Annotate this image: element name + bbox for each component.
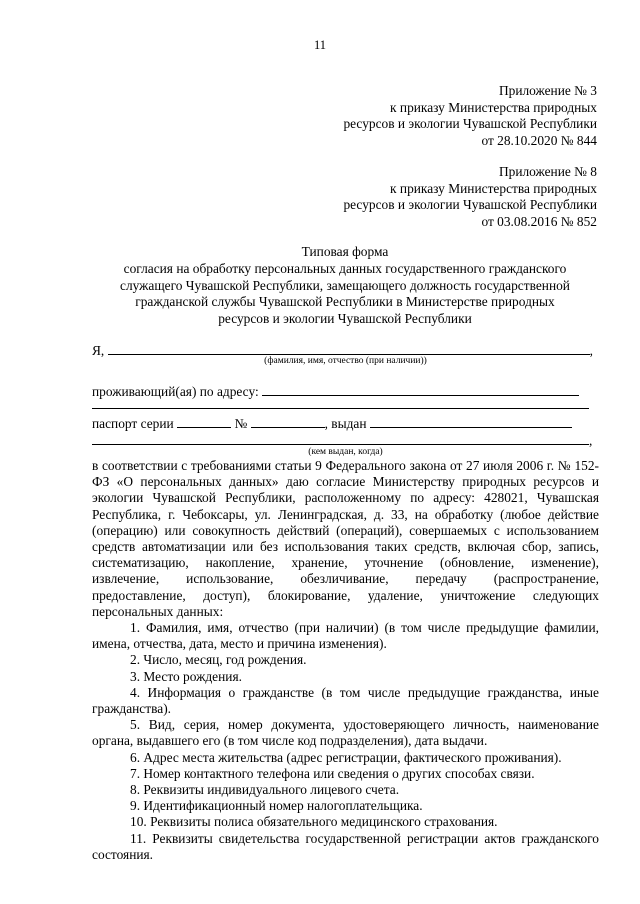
passport-series-label: паспорт серии [92, 416, 174, 431]
data-item-10: 10. Реквизиты полиса обязательного медицинского страхования. [130, 814, 498, 830]
data-item-4: 4. Информация о гражданстве (в том числе предыдущие гражданства, иные гражданства). [92, 684, 599, 717]
appendix-1-line-3: ресурсов и экологии Чувашской Республики [343, 116, 597, 131]
data-item-8: 8. Реквизиты индивидуального лицевого счета. [130, 782, 400, 798]
data-item-1: 1. Фамилия, имя, отчество (при наличии) (в том числе предыдущие фамилии, имена, отчества, дата, место и причина изменения). [92, 620, 599, 652]
consent-intro-paragraph: в соответствии с требованиями статьи 9 Федерального закона от 27 июля 2006 г. № 152-ФЗ «О персональных данных» даю согласие Министерству природных ресурсов и экологии Чувашской Республики, расположенному по адресу: 428021, Чувашская Республика, г. Чебоксары, ул. Ленинградская, д. 33, на обработку (любое действие (операцию) или совокупность действий (операций), совершаемых с использованием средств автоматизации или без использования таких средств, включая сбор, запись, систематизацию, накопление, хранение, уточнение (обновление, изменение), извлечение, использование, обезличивание, передачу (распространение, предоставление, доступ), блокирование, удаление, уничтожение следующих персональных данных: [92, 458, 599, 619]
consent-body [92, 458, 599, 863]
issued-hint: (кем выдан, когда) [308, 447, 383, 457]
data-item-3: 3. Место рождения. [130, 668, 242, 684]
form-title-line-2: согласия на обработку персональных данных государственного гражданского [123, 260, 567, 276]
passport-number-label: № [234, 416, 248, 431]
appendix-2-line-2: к приказу Министерства природных [390, 180, 597, 196]
passport-field-row [92, 414, 599, 432]
form-title-line-3: служащего Чувашской Республики, замещающего должность государственной [120, 277, 570, 293]
form-title [90, 244, 600, 328]
address-blank-line[interactable] [262, 382, 579, 396]
appendix-1-line-4: от 28.10.2020 № 844 [481, 132, 597, 148]
name-hint: (фамилия, имя, отчество (при наличии)) [264, 356, 427, 366]
appendix-header-1 [343, 83, 597, 149]
name-trailing-comma: , [589, 343, 593, 358]
name-blank-line[interactable] [108, 341, 590, 355]
appendix-2-line-4: от 03.08.2016 № 852 [481, 213, 597, 229]
data-item-6: 6. Адрес места жительства (адрес регистрации, фактического проживания). [130, 749, 562, 765]
data-item-11: 11. Реквизиты свидетельства государственной регистрации актов гражданского состояния. [92, 830, 599, 862]
appendix-2-line-3: ресурсов и экологии Чувашской Республики [343, 197, 597, 212]
issued-by-blank[interactable] [370, 414, 572, 428]
passport-number-blank[interactable] [251, 414, 325, 428]
issued-label: , выдан [324, 416, 367, 431]
form-title-line-4: гражданской службы Чувашской Республики в Министерстве природных [135, 294, 555, 310]
form-title-line-1: Типовая форма [301, 244, 389, 259]
i-label: Я, [92, 343, 105, 358]
address-continuation-line[interactable] [92, 408, 589, 409]
page-number: 11 [313, 38, 327, 52]
appendix-1-line-2: к приказу Министерства природных [390, 99, 597, 115]
passport-series-blank[interactable] [177, 414, 231, 428]
address-field-row [92, 382, 599, 400]
data-item-9: 9. Идентификационный номер налогоплательщика. [130, 798, 423, 814]
data-item-5: 5. Вид, серия, номер документа, удостоверяющего личность, наименование органа, выдавшего его (в том числе код подразделения), дата выдачи. [92, 717, 599, 749]
appendix-2-line-1: Приложение № 8 [498, 164, 597, 179]
appendix-header-2 [343, 164, 597, 230]
data-item-2: 2. Число, месяц, год рождения. [130, 652, 307, 668]
appendix-1-line-1: Приложение № 3 [498, 83, 597, 98]
issued-trailing-comma: , [589, 433, 593, 448]
issued-continuation-line[interactable] [92, 431, 589, 445]
address-label: проживающий(ая) по адресу: [92, 384, 259, 399]
form-title-line-5: ресурсов и экологии Чувашской Республики [218, 311, 472, 327]
data-item-7: 7. Номер контактного телефона или сведения о других способах связи. [130, 765, 535, 781]
